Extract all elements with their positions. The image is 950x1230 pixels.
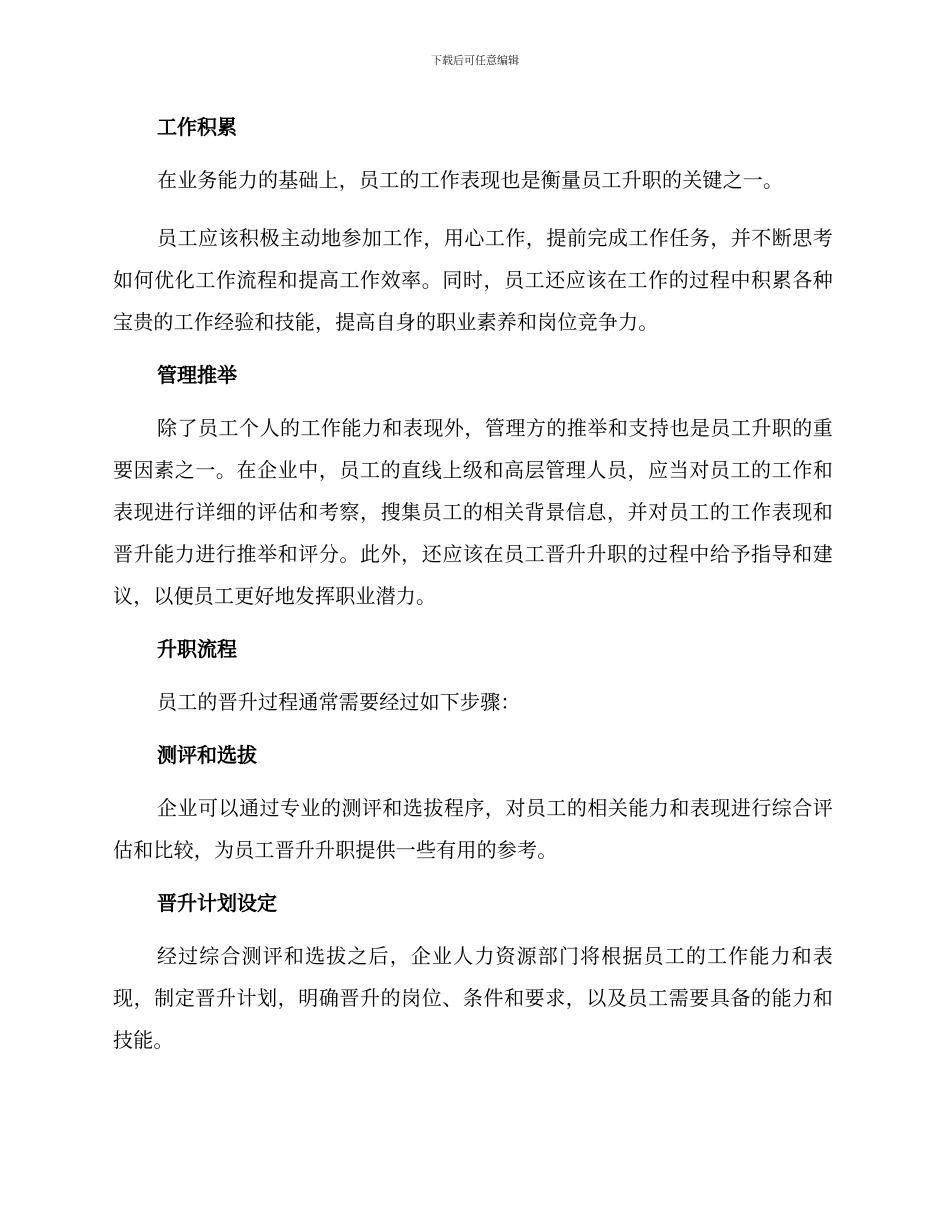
section-heading-work-accumulation: 工作积累	[157, 115, 237, 139]
document-body	[113, 111, 833, 1077]
paragraph: 除了员工个人的工作能力和表现外，管理方的推举和支持也是员工升职的重要因素之一。在企业中，员工的直线上级和高层管理人员，应当对员工的工作和表现进行详细的评估和考察，搜集员工的相关背景信息，并对员工的工作表现和晋升能力进行推举和评分。此外，还应该在员工晋升升职的过程中给予指导和建议，以便员工更好地发挥职业潜力。	[113, 416, 833, 608]
section-heading-management-recommendation: 管理推举	[157, 363, 237, 387]
page-header: 下载后可任意编辑	[431, 54, 519, 67]
paragraph: 员工应该积极主动地参加工作，用心工作，提前完成工作任务，并不断思考如何优化工作流程和提高工作效率。同时，员工还应该在工作的过程中积累各种宝贵的工作经验和技能，提高自身的职业素养和岗位竞争力。	[113, 226, 833, 334]
paragraph: 经过综合测评和选拔之后，企业人力资源部门将根据员工的工作能力和表现，制定晋升计划，明确晋升的岗位、条件和要求，以及员工需要具备的能力和技能。	[113, 944, 833, 1052]
paragraph: 在业务能力的基础上，员工的工作表现也是衡量员工升职的关键之一。	[157, 168, 784, 192]
section-heading-promotion-plan: 晋升计划设定	[157, 891, 277, 915]
paragraph: 员工的晋升过程通常需要经过如下步骤：	[157, 690, 521, 714]
section-heading-promotion-process: 升职流程	[157, 637, 237, 661]
section-heading-evaluation-selection: 测评和选拔	[157, 743, 257, 767]
paragraph: 企业可以通过专业的测评和选拔程序，对员工的相关能力和表现进行综合评估和比较，为员工晋升升职提供一些有用的参考。	[113, 796, 833, 862]
